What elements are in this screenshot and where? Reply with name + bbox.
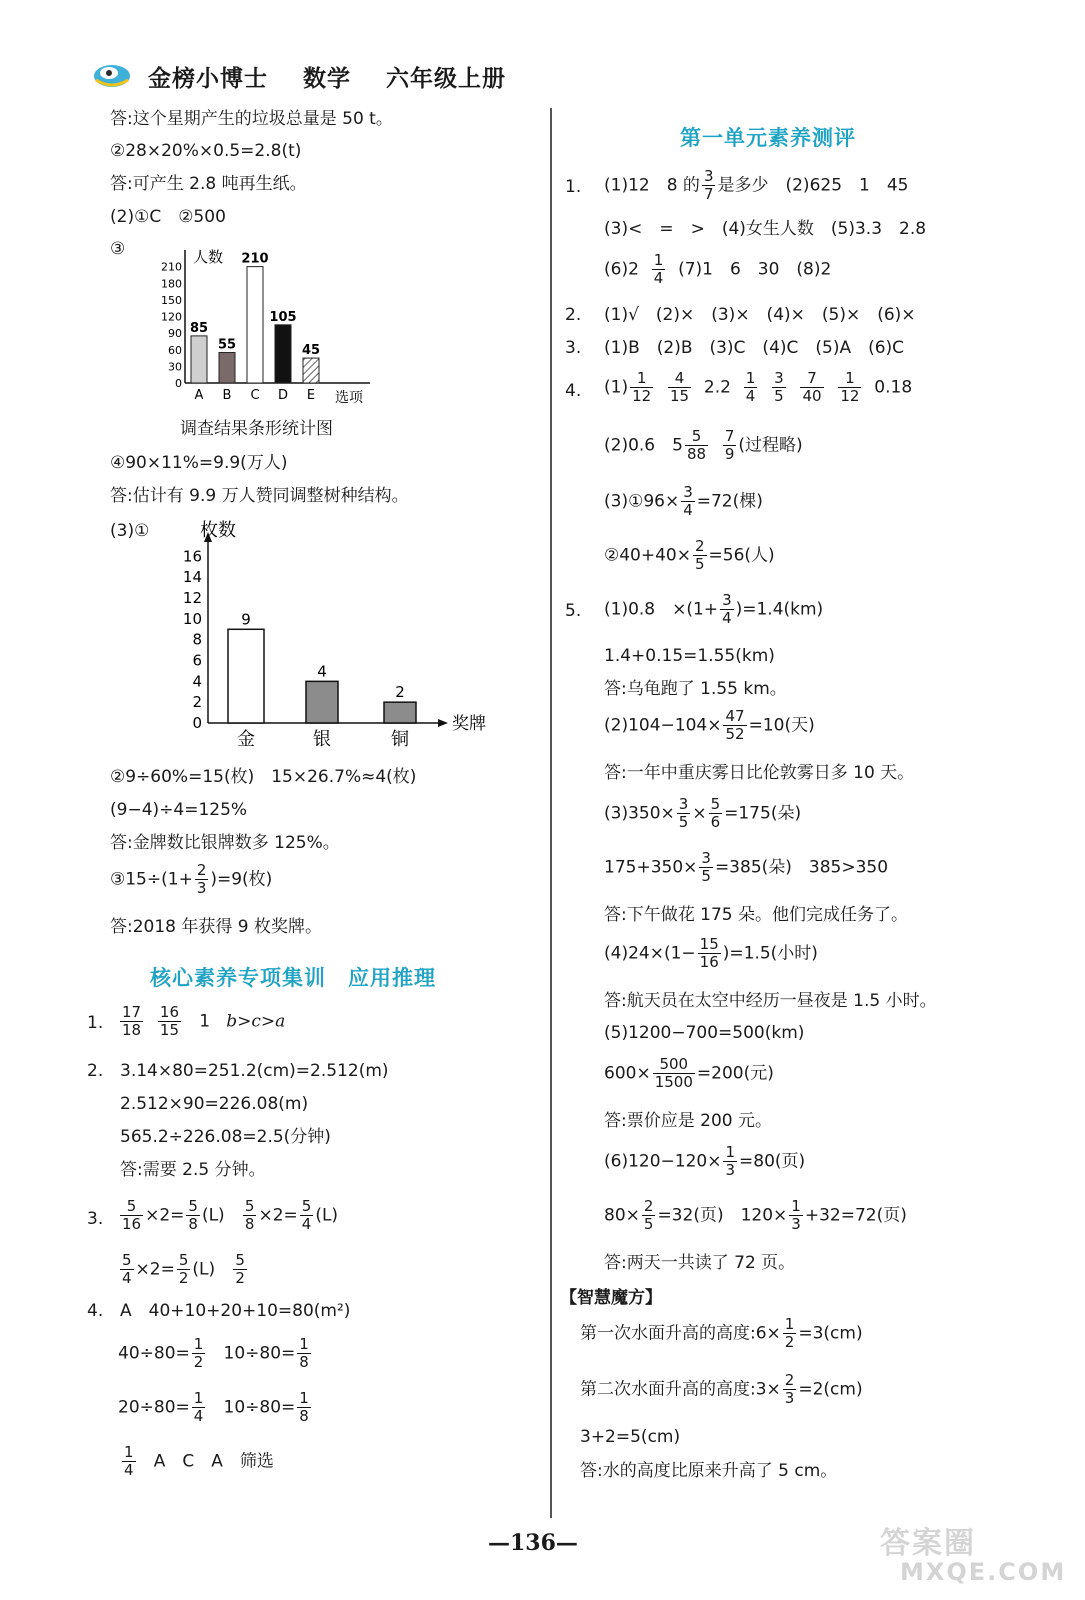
chart2-category-label: 铜 bbox=[391, 729, 409, 750]
chart1-bar bbox=[191, 336, 207, 383]
right-line: 第一次水面升高的高度:6× $\frac{1}{2}$ =3(cm) bbox=[580, 1315, 863, 1351]
fraction: $\frac{2}{3}$ bbox=[784, 1371, 795, 1407]
fraction: $\frac{1}{3}$ bbox=[791, 1197, 801, 1233]
fraction: $\frac{5}{6}$ bbox=[710, 795, 721, 831]
right-line: 1.4+0.15=1.55(km) bbox=[604, 646, 775, 666]
left-line: 20÷80= $\frac{1}{4}$ 10÷80= $\frac{1}{8}$ bbox=[118, 1389, 309, 1425]
chart1-data-label: 85 bbox=[189, 320, 209, 336]
fraction: $\frac{1}{2}$ bbox=[784, 1315, 795, 1351]
right-line: (3)< = > (4)女生人数 (5)3.3 2.8 bbox=[604, 219, 927, 239]
chart2-tick-label: 10 bbox=[182, 609, 202, 628]
chart1-category-label: B bbox=[222, 388, 232, 403]
right-line: (1)0.8 ×(1+ $\frac{3}{4}$ )=1.4(km) bbox=[604, 591, 824, 627]
chart1-data-label: 210 bbox=[241, 251, 269, 267]
left-line: 2.512×90=226.08(m) bbox=[120, 1094, 309, 1114]
fraction: $\frac{5}{16}$ bbox=[122, 1197, 142, 1233]
right-line: (6)120−120× $\frac{1}{3}$ =80(页) bbox=[604, 1143, 806, 1179]
watermark-logo: 答案圈 bbox=[880, 1526, 976, 1561]
right-line: 80× $\frac{2}{5}$ =32(页) 120× $\frac{1}{3}$ +32=72(页) bbox=[604, 1197, 907, 1233]
chart1-bar bbox=[219, 353, 235, 383]
chart2-tick-label: 16 bbox=[182, 547, 202, 566]
right-line: (5)1200−700=500(km) bbox=[604, 1023, 805, 1043]
medal-bar-chart bbox=[160, 518, 500, 758]
chart1-data-label: 55 bbox=[217, 337, 237, 353]
chart2-tick-label: 0 bbox=[192, 714, 202, 732]
right-line: (3)①96× $\frac{3}{4}$ =72(棵) bbox=[604, 483, 763, 519]
fraction: $\frac{3}{5}$ bbox=[774, 369, 784, 405]
chart1-data-label: 105 bbox=[269, 309, 297, 325]
fraction: $\frac{1}{4}$ bbox=[193, 1389, 204, 1425]
chart2-tick-label: 12 bbox=[182, 589, 202, 608]
header-subject: 数学 bbox=[303, 66, 352, 92]
left-line: (2)①C ②500 bbox=[110, 207, 226, 227]
right-line: 答:票价应是 200 元。 bbox=[604, 1111, 772, 1131]
fraction: $\frac{3}{5}$ bbox=[701, 849, 711, 885]
fraction: $\frac{1}{12}$ bbox=[632, 369, 652, 405]
left-line: (9−4)÷4=125% bbox=[110, 800, 248, 820]
left-line: 答:2018 年获得 9 枚奖牌。 bbox=[110, 917, 323, 937]
fraction: $\frac{17}{18}$ bbox=[122, 1003, 142, 1039]
left-line: 答:需要 2.5 分钟。 bbox=[120, 1160, 266, 1180]
chart2-data-label: 4 bbox=[317, 662, 327, 681]
left-line: $\frac{5}{4}$ ×2= $\frac{5}{2}$ (L) $\frac{5}{2}$ bbox=[122, 1251, 245, 1287]
left-line: 答:这个星期产生的垃圾总量是 50 t。 bbox=[110, 109, 393, 129]
fraction: $\frac{1}{8}$ bbox=[299, 1389, 309, 1425]
left-line: (3)① bbox=[110, 521, 150, 541]
chart1-tick-label: 180 bbox=[161, 277, 182, 291]
fraction: $\frac{5}{8}$ bbox=[188, 1197, 198, 1233]
left-line: ③15÷(1+ $\frac{2}{3}$ )=9(枚) bbox=[110, 861, 273, 897]
right-line: (3)350× $\frac{3}{5}$ × $\frac{5}{6}$ =175(朵) bbox=[604, 795, 802, 831]
chart1-tick-label: 210 bbox=[161, 260, 182, 274]
right-line: 3+2=5(cm) bbox=[580, 1427, 681, 1447]
left-line: 答:估计有 9.9 万人赞同调整树种结构。 bbox=[110, 486, 409, 506]
survey-bar-chart bbox=[140, 240, 390, 410]
right-line: (1)12 8 的 $\frac{3}{7}$ 是多少 (2)625 1 45 bbox=[604, 167, 909, 203]
left-line: ④90×11%=9.9(万人) bbox=[110, 453, 288, 473]
left-line: A 40+10+20+10=80(m²) bbox=[120, 1301, 351, 1321]
chart2-xlabel: 奖牌 bbox=[452, 714, 486, 734]
chart2-category-label: 银 bbox=[313, 729, 331, 750]
chart1-tick-label: 0 bbox=[175, 377, 182, 390]
left-line: 565.2÷226.08=2.5(分钟) bbox=[120, 1127, 331, 1147]
chart1-tick-label: 90 bbox=[168, 327, 182, 341]
chart1-bar bbox=[247, 267, 263, 383]
fraction: $\frac{5}{2}$ bbox=[235, 1251, 245, 1287]
chart2-x-arrow-icon bbox=[438, 719, 448, 727]
right-line: (6)2 $\frac{1}{4}$ (7)1 6 30 (8)2 bbox=[604, 251, 832, 287]
right-line: (1)B (2)B (3)C (4)C (5)A (6)C bbox=[604, 338, 905, 358]
left-line: 答:可产生 2.8 吨再生纸。 bbox=[110, 174, 307, 194]
chart1-ylabel: 人数 bbox=[193, 248, 224, 266]
chart2-bar bbox=[228, 629, 264, 723]
fraction: $\frac{1}{8}$ bbox=[299, 1335, 309, 1371]
page-header bbox=[148, 60, 532, 93]
fraction: $\frac{47}{52}$ bbox=[725, 707, 745, 743]
fraction: $\frac{2}{5}$ bbox=[695, 537, 705, 573]
chart1-category-label: E bbox=[306, 388, 316, 403]
chart1-tick-label: 150 bbox=[161, 293, 182, 307]
left-line: 答:金牌数比银牌数多 125%。 bbox=[110, 833, 340, 853]
chart1-title: 调查结果条形统计图 bbox=[180, 419, 333, 439]
right-line: 600× $\frac{500}{1500}$ =200(元) bbox=[604, 1055, 774, 1091]
fraction: $\frac{1}{3}$ bbox=[725, 1143, 736, 1179]
left-line: $\frac{1}{4}$ A C A 筛选 bbox=[124, 1443, 274, 1479]
fraction: $\frac{3}{5}$ bbox=[678, 795, 689, 831]
chart1-xlabel: 选项 bbox=[335, 390, 363, 406]
chart2-tick-label: 8 bbox=[192, 630, 202, 649]
chart1-data-label: 45 bbox=[301, 343, 321, 359]
question-number: 1. bbox=[565, 177, 582, 197]
question-number: 1. bbox=[87, 1013, 104, 1033]
right-line: 答:下午做花 175 朵。他们完成任务了。 bbox=[604, 905, 908, 925]
right-line: (2)104−104× $\frac{47}{52}$ =10(天) bbox=[604, 707, 815, 743]
chart1-bar bbox=[303, 358, 319, 383]
right-line: (4)24×(1− $\frac{15}{16}$ )=1.5(小时) bbox=[604, 935, 818, 971]
right-line: ②40+40× $\frac{2}{5}$ =56(人) bbox=[604, 537, 775, 573]
column-divider bbox=[550, 108, 552, 1518]
fraction: $\frac{1}{4}$ bbox=[653, 251, 664, 287]
fraction: $\frac{1}{2}$ bbox=[193, 1335, 204, 1371]
question-number: 4. bbox=[87, 1301, 104, 1321]
question-number: 5. bbox=[565, 601, 582, 621]
left-line: $\frac{5}{16}$ ×2= $\frac{5}{8}$ (L) $\frac{5}{8}$ ×2= $\frac{5}{4}$ (L) bbox=[122, 1197, 339, 1233]
right-line: 答:航天员在太空中经历一昼夜是 1.5 小时。 bbox=[604, 991, 937, 1011]
chart2-tick-label: 14 bbox=[182, 568, 202, 587]
fraction: $\frac{2}{3}$ bbox=[196, 861, 207, 897]
header-brand: 金榜小博士 bbox=[148, 66, 268, 92]
chart2-tick-label: 4 bbox=[192, 672, 202, 691]
brand-logo-icon bbox=[92, 60, 132, 90]
right-line: (1)√ (2)× (3)× (4)× (5)× (6)× bbox=[604, 305, 916, 325]
chart2-bar bbox=[306, 681, 338, 723]
chart1-tick-label: 30 bbox=[168, 360, 182, 374]
chart2-data-label: 2 bbox=[395, 683, 405, 702]
header-grade: 六年级上册 bbox=[386, 66, 507, 92]
fraction: $\frac{7}{9}$ bbox=[724, 427, 735, 463]
chart1-category-label: A bbox=[194, 388, 204, 403]
chart1-tick-label: 60 bbox=[168, 343, 182, 357]
page-number: —136— bbox=[488, 1530, 578, 1556]
chart2-bar bbox=[384, 702, 416, 723]
chart2-tick-label: 2 bbox=[192, 693, 202, 712]
fraction: $\frac{16}{15}$ bbox=[159, 1003, 179, 1039]
section-title-left: 核心素养专项集训 应用推理 bbox=[150, 966, 436, 990]
fraction: $\frac{5}{2}$ bbox=[178, 1251, 189, 1287]
chart1-bar bbox=[275, 325, 291, 383]
right-line: 答:两天一共读了 72 页。 bbox=[604, 1253, 796, 1273]
fraction: $\frac{5}{88}$ bbox=[686, 427, 707, 463]
chart1-category-label: C bbox=[250, 388, 260, 403]
fraction: $\frac{5}{8}$ bbox=[244, 1197, 255, 1233]
right-line: (1) $\frac{1}{12}$ $\frac{4}{15}$ 2.2 $\frac{1}{4}$ $\frac{3}{5}$ $\frac{7}{40}$ $\frac{1}{12}$ 0.18 bbox=[604, 369, 913, 405]
fraction: $\frac{1}{4}$ bbox=[745, 369, 756, 405]
chart2-category-label: 金 bbox=[237, 729, 255, 750]
left-line: 40÷80= $\frac{1}{2}$ 10÷80= $\frac{1}{8}$ bbox=[118, 1335, 309, 1371]
fraction: $\frac{5}{4}$ bbox=[122, 1251, 132, 1287]
right-line: 第二次水面升高的高度:3× $\frac{2}{3}$ =2(cm) bbox=[580, 1371, 863, 1407]
left-line: ②9÷60%=15(枚) 15×26.7%≈4(枚) bbox=[110, 767, 417, 787]
watermark-url: MXQE.COM bbox=[900, 1558, 1067, 1586]
chart2-data-label: 9 bbox=[241, 610, 251, 629]
right-line: 答:一年中重庆雾日比伦敦雾日多 10 天。 bbox=[604, 763, 915, 783]
left-line: ②28×20%×0.5=2.8(t) bbox=[110, 141, 302, 161]
fraction: $\frac{1}{12}$ bbox=[840, 369, 860, 405]
question-number: 4. bbox=[565, 381, 582, 401]
chart1-category-label: D bbox=[277, 388, 289, 403]
section-title-right: 第一单元素养测评 bbox=[680, 126, 856, 150]
question-number: 3. bbox=[87, 1209, 104, 1229]
fraction: $\frac{3}{7}$ bbox=[703, 167, 714, 203]
fraction: $\frac{2}{5}$ bbox=[643, 1197, 654, 1233]
question-number: 3. bbox=[565, 338, 582, 358]
right-line: 答:水的高度比原来升高了 5 cm。 bbox=[580, 1461, 838, 1481]
fraction: $\frac{15}{16}$ bbox=[699, 935, 719, 971]
right-line: (2)0.6 5 $\frac{5}{88}$ $\frac{7}{9}$ (过程略) bbox=[604, 427, 803, 463]
left-line: $\frac{17}{18}$ $\frac{16}{15}$ 1 b>c>a bbox=[122, 1003, 286, 1039]
question-number: 2. bbox=[87, 1061, 104, 1081]
fraction: $\frac{5}{4}$ bbox=[301, 1197, 312, 1233]
right-line: 答:乌龟跑了 1.55 km。 bbox=[604, 679, 787, 699]
question-number: 2. bbox=[565, 305, 582, 325]
chart2-tick-label: 6 bbox=[192, 651, 202, 670]
fraction: $\frac{3}{4}$ bbox=[722, 591, 732, 627]
fraction: $\frac{4}{15}$ bbox=[670, 369, 690, 405]
chart2-ylabel: 枚数 bbox=[200, 520, 236, 541]
fraction: $\frac{3}{4}$ bbox=[683, 483, 693, 519]
left-line: ③ bbox=[110, 239, 126, 259]
magic-cube-title: 【智慧魔方】 bbox=[560, 1288, 662, 1308]
right-line: 175+350× $\frac{3}{5}$ =385(朵) 385>350 bbox=[604, 849, 889, 885]
fraction: $\frac{7}{40}$ bbox=[802, 369, 822, 405]
chart1-tick-label: 120 bbox=[161, 310, 182, 324]
fraction: $\frac{1}{4}$ bbox=[124, 1443, 134, 1479]
left-line: 3.14×80=251.2(cm)=2.512(m) bbox=[120, 1061, 389, 1081]
fraction: $\frac{500}{1500}$ bbox=[654, 1055, 693, 1091]
